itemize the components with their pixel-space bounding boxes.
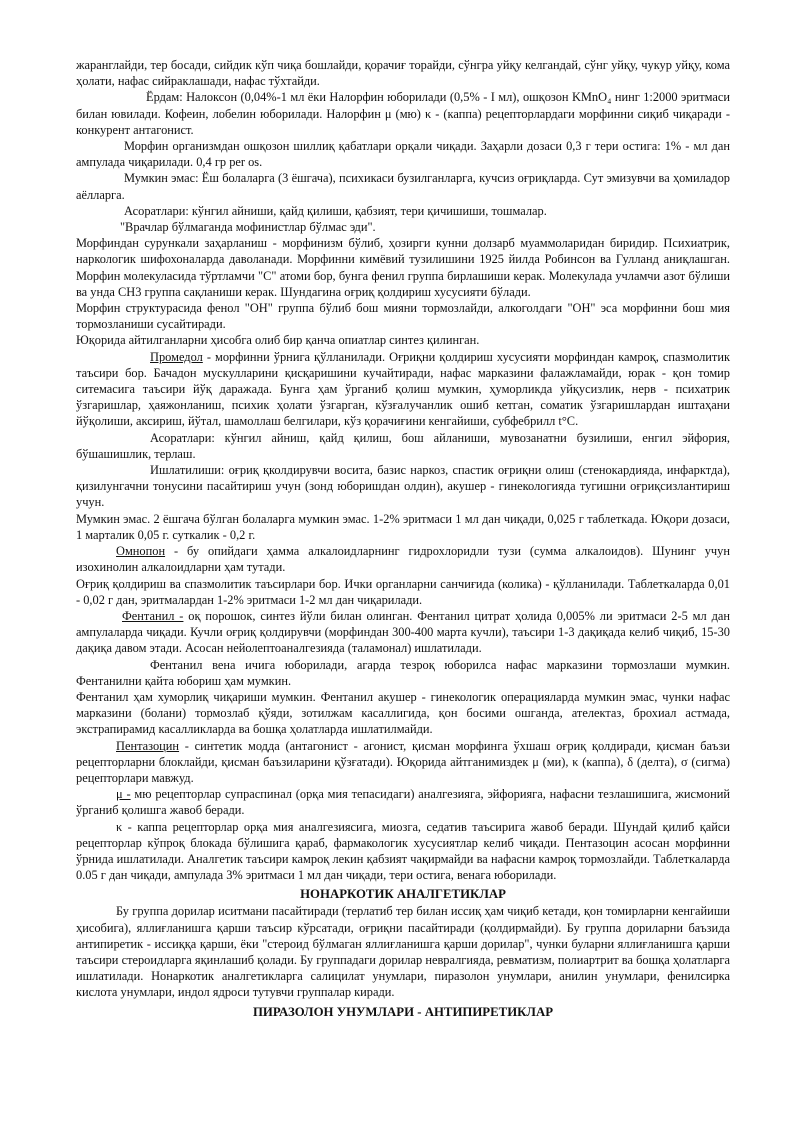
paragraph-quote: "Врачлар бўлмаганда мофинистлар бўлмас эди". xyxy=(120,220,376,235)
section-heading-non-narcotic: НОНАРКОТИК АНАЛГЕТИКЛАР xyxy=(300,887,506,902)
paragraph-kappa-receptors: κ - каппа рецепторлар орқа мия аналгезиясига, миозга, седатив таъсирига жавоб беради. Шундай қилиб қайси рецепторлар кўпроқ блокада бўлишига қараб, фармакологик хусусиятлар келиб чиқади. Пентазоцин асосан морфинни ўрнида ишлатилади. Аналгетик таъсири камроқ лекин қабзият чақирмайди ва нафасни камроқ тормозлайди. Таблеткаларда 0.05 г дан чиқади, ампулада 3% эритмаси 1 мл дан чиқади, тери остига, венага юборилади. xyxy=(76,819,730,883)
term-pentazocine: Пентазоцин xyxy=(116,738,180,753)
paragraph-promedol-contraindications: Мумкин эмас. 2 ёшгача бўлган болаларга мумкин эмас. 1-2% эритмаси 1 мл дан чиқади, 0,025 г таблеткада. Юқори дозаси, 1 марталик 0,05 г. суткалик - 0,2 г. xyxy=(76,511,730,542)
paragraph-pentazocine xyxy=(76,738,730,787)
fentanyl-text: оқ порошок, синтез йўли билан олинган. Фентанил цитрат ҳолида 0,005% ли эритмаси 2-5 мл дан ампулаларда чиқади. Кучли оғриқ қолдирувчи (морфиндан 300-400 марта кучли), таъсири 1-3 дақиқада келиб чиқиб, 15-30 дақиқа давом этади. Асосан нейолептоаналгезияда (таламонал) ишлатилади. xyxy=(76,608,731,656)
pentazocine-text: - синтетик модда (антагонист - агонист, қисман морфинга ўхшаш оғриқ қолдиради, қисман баъзи рецепторларни блоклайди, қисман баъзиларини қўзғатади). Юқорида айтганимиздек μ (ми), κ (каппа), δ (делта), σ (сигма) рецепторлари мавжуд. xyxy=(76,738,730,785)
paragraph-first-aid: Ёрдам: Налоксон (0,04%-1 мл ёки Налорфин юборилади (0,5% - I мл), ошқозон KMnO₄ нинг 1:2000 эритмаси билан ювилади. Кофеин, лобелин юборилади. Налорфин μ (мю) κ - (каппа) рецепторлардаги морфинни сиқиб чиқаради - конкурент антагонист. xyxy=(76,90,730,137)
paragraph-opiates-synthesized: Юқорида айтилганларни ҳисобга олиб бир қанча опиатлар синтез қилинган. xyxy=(76,333,480,348)
paragraph-fentanyl-iv: Фентанил вена ичига юборилади, агарда тезроқ юборилса нафас марказини тормозлаши мумкин. Фентанилни қайта юбориш ҳам мумкин. xyxy=(76,657,730,688)
paragraph-non-narcotic: Бу группа дорилар иситмани пасайтиради (терлатиб тер билан иссиқ ҳам чиқиб кетади, қон томирларни кенгайиши ҳисобига), яллиғланишга қарши таъсир кўрсатади, оғриқни пасайтиради (қолдирмайди). Бу группа дориларни баъзида антипиретик - иссиққа қарши, ёки "стероид бўлмаган яллиғланишга қарши дорилар", чунки буларни яллиғланишга қарши таъсири стероидларга яқинлашиб қолади. Бу группадаги дорилар невралгияда, ревматизм, полиартрит ва бошқа ҳолатларга ишлатилади. Нонаркотик аналгетикларга салицилат унумлари, пиразолон унумлари, анилин унумлари, фенилсирка кислота унумлари, индол ядроси тутувчи группалар киради. xyxy=(76,904,730,1000)
paragraph-morphinism: Морфиндан сурункали заҳарланиш - морфинизм бўлиб, ҳозирги кунни долзарб муаммоларидан биридир. Психиатрик, наркологик шифохоналарда даволанади. Морфинни кимёвий тузилишини 1925 йилда Робинсон ва Гулланд аниқлашган. Морфин молекуласида тўртламчи "С" атоми бор, бунга фенил группа бирлашиши керак. Молекулада учламчи азот бўлиши ва унда СН3 группа сақланиши керак. Шундагина оғриқ қолдириш хусусияти бўлади. xyxy=(76,236,730,299)
paragraph-mu-receptors xyxy=(76,786,730,818)
paragraph-side-effects: Асоратлари: кўнгил айниши, қайд қилиши, қабзият, тери қичишиши, тошмалар. xyxy=(124,203,547,218)
paragraph-contraindications: Мумкин эмас: Ёш болаларга (3 ёшгача), психикаси бузилганларга, кучсиз оғриқларда. Сут эмизувчи ва ҳомиладор аёлларга. xyxy=(76,171,730,202)
paragraph-fentanyl-contraindications: Фентанил ҳам хуморлиқ чиқариши мумкин. Фентанил акушер - гинекологик операцияларда мумкин эмас, чунки нафас марказини (болани) тормозлаб қўяди, зотилжам касаллигида, қон босими ошганда, ателектаз, брохиал астмада, экстрапирамид касалликларда ва бошқа ҳолатларда ишлатилмайди. xyxy=(76,689,730,737)
paragraph-morphine-excretion: Морфин организмдан ошқозон шиллиқ қабатлари орқали чиқади. Заҳарли дозаси 0,3 г тери остига: 1% - мл дан ампулада чиқарилади. 0,4 гр per os. xyxy=(76,139,730,170)
section-heading-pyrazolone: ПИРАЗОЛОН УНУМЛАРИ - АНТИПИРЕТИКЛАР xyxy=(252,1004,554,1019)
term-mu: μ - xyxy=(116,787,131,802)
document-page xyxy=(76,57,730,1021)
mu-text: мю рецепторлар супраспинал (орқа мия тепасидаги) аналгезияга, эйфорияга, нафасни тезлашишига, жисмоний ўрганиб қолишга жавоб беради. xyxy=(76,787,730,818)
paragraph-promedol-usage: Ишлатилиши: оғриқ қколдирувчи восита, базис наркоз, спастик оғриқни олиш (стенокардияда, инфарктда), қизилунгачни тонусини пасайтириш учун (зонд юборишдан олдин), акушер - гинекологияда тугишни оғриқсизлантириш учун. xyxy=(76,463,730,510)
term-promedol: Промедол xyxy=(150,349,203,364)
paragraph-promedol xyxy=(76,349,730,430)
paragraph-phenol-structure: Морфин структурасида фенол "ОН" группа бўлиб бош мияни тормозлайди, алкоголдаги "ОН" эса морфинни бош мия тормозланиши сусайтиради. xyxy=(76,301,730,332)
paragraph-omnopon xyxy=(76,543,730,575)
omnopon-text: - бу опийдаги ҳамма алкалоидларнинг гидрохлоридли тузи (сумма алкалоидов). Шунинг учун изохинолин алкалоидларни ҳам тутади. xyxy=(76,544,730,575)
paragraph-fentanyl xyxy=(76,608,730,657)
term-omnopon: Омнопон xyxy=(116,544,166,559)
promedol-text: - морфинни ўрнига қўлланилади. Оғриқни қолдириш хусусияти морфиндан камроқ, спазмолитик таъсири бор. Бачадон мускулларини қисқаришини кучайтиради, нафас марказини фалажламайди, юрак - қон томир ситемасига таъсири йўқ даражада. Бунга ҳам ўрганиб қолиш мумкин, ҳуморликда уйқусизлик, нерв - психатрик ўзгаришлар, ҳаяжонланиш, психик ҳолати ўзгарган, кўзғалучанлик ошиб кетган, соматик ўзгаришлардан иштаҳани йўқолиши, аксириш, йўтал, шамоллаш белгилари, кўз қорачиғини кенгайиши, субфебрилл t°С. xyxy=(76,349,730,429)
paragraph-omnopon-effects: Оғриқ қолдириш ва спазмолитик таъсирлари бор. Ички органларни санчиғида (колика) - қўлланилади. Таблеткаларда 0,01 - 0,02 г дан, эритмалардан 1-2% эритмаси 1-2 мл дан чиқарилади. xyxy=(76,576,730,607)
paragraph-promedol-complications: Асоратлари: кўнгил айниш, қайд қилиш, бош айланиши, мувозанатни бузилиши, енгил эйфория, бўшашишлик, терлаш. xyxy=(76,430,730,461)
paragraph-overdose-symptoms: жаранглайди, тер босади, сийдик кўп чиқа бошлайди, қорачиғ торайди, сўнгра уйқу келгандай, сўнг уйқу, чукур уйқу, кома ҳолати, нафас сийраклашади, нафас тўхтайди. xyxy=(76,58,730,89)
term-fentanyl: Фентанил - xyxy=(122,608,184,623)
